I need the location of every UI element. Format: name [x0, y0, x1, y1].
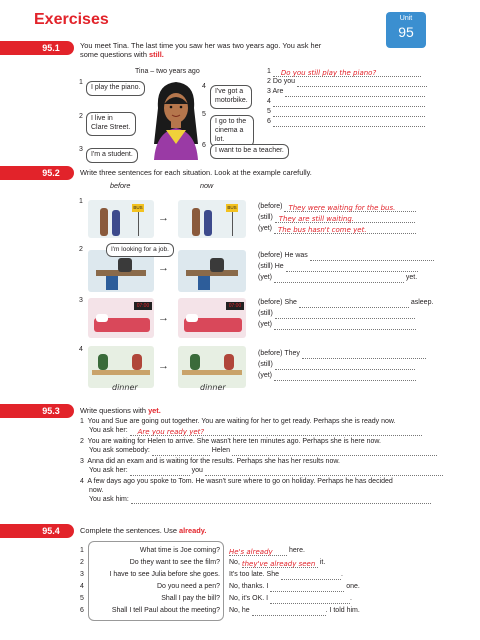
- handwritten-answer: Are you ready yet?: [137, 427, 205, 436]
- answer-line[interactable]: (before) He was: [258, 252, 434, 263]
- ex2-row4-lines: [258, 350, 426, 383]
- ex4-question: Do you need a pen?: [156, 583, 220, 590]
- ex4-item: 6 Shall I tell Paul about the meeting? No, he . I told him.: [80, 607, 360, 614]
- picture-before-bus-stop: [88, 200, 154, 238]
- answer-line[interactable]: You ask her: you: [80, 467, 440, 476]
- ex4-instructions: Complete the sentences. Use already.: [80, 526, 207, 535]
- answer-line[interactable]: (yet): [258, 372, 426, 383]
- answer-line: 1 Do you still play the piano?: [267, 68, 437, 78]
- exercise-badge-95-3: 95.3: [28, 404, 74, 418]
- handwritten-answer: They are still waiting.: [278, 214, 355, 223]
- ex2-row2-lines: [258, 252, 434, 285]
- bubble-num: 1: [79, 79, 83, 86]
- answer-line[interactable]: (still): [258, 310, 433, 321]
- ex1-keyword: still.: [149, 50, 164, 60]
- dinner-label: dinner: [200, 383, 226, 392]
- ex4-question: Shall I tell Paul about the meeting?: [111, 607, 220, 614]
- before-label: before: [110, 181, 131, 190]
- speech-bubble: I'm looking for a job.: [106, 243, 174, 257]
- ex4-question: Shall I pay the bill?: [161, 595, 220, 602]
- handwritten-answer: The bus hasn't come yet.: [277, 225, 367, 234]
- answer-line[interactable]: (yet): [258, 321, 433, 332]
- handwritten-answer: He's already: [229, 547, 273, 556]
- exercise-badge-95-4: 95.4: [28, 524, 74, 538]
- ex4-item: 4 Do you need a pen? No, thanks. I one.: [80, 583, 360, 590]
- picture-before-asleep: [88, 298, 154, 338]
- answer-line[interactable]: (still): [258, 361, 426, 372]
- arrow-icon: →: [158, 262, 169, 274]
- bus-sign: BUS: [227, 205, 237, 210]
- ex4-item: 1 What time is Joe coming? He's already here.: [80, 547, 305, 556]
- answer-line: (before) They were waiting for the bus.: [258, 203, 416, 214]
- ex3-item: 4 A few days ago you spoke to Tom. He wasn't sure where to go on holiday. Perhaps he has decided now. You ask him:: [80, 478, 440, 508]
- answer-line[interactable]: No, he . I told him.: [229, 607, 360, 614]
- ex4-item: 2 Do they want to see the film? No, they've already seen it.: [80, 559, 326, 568]
- picture-now-dinner: [178, 346, 246, 388]
- ex4-item: 5 Shall I pay the bill? No, it's OK. I .: [80, 595, 352, 602]
- answer-line[interactable]: 3 Are: [267, 88, 437, 98]
- ex3-items: [80, 418, 440, 508]
- arrow-icon: →: [158, 212, 169, 224]
- bubble-num: 3: [79, 146, 83, 153]
- answer-line[interactable]: It's too late. She .: [229, 571, 343, 578]
- answer-line: No, they've already seen it.: [229, 559, 326, 568]
- handwritten-answer: Do you still play the piano?: [280, 68, 377, 77]
- answer-line: (still) They are still waiting.: [258, 214, 416, 225]
- speech-bubble: I live in Clare Street.: [86, 112, 136, 136]
- now-label: now: [200, 181, 214, 190]
- ex4-keyword: already.: [179, 526, 207, 535]
- speech-bubble: I play the piano.: [86, 81, 145, 96]
- row-num: 3: [79, 297, 83, 304]
- ex1-instr-line2: some questions with still.: [80, 50, 164, 60]
- answer-line[interactable]: 4: [267, 98, 437, 108]
- ex4-question: Do they want to see the film?: [129, 559, 220, 566]
- row-num: 4: [79, 346, 83, 353]
- exercise-badge-95-1: 95.1: [28, 41, 74, 55]
- ex1-caption: Tina – two years ago: [135, 68, 200, 75]
- ex1-instr-line1: You meet Tina. The last time you saw her was two years ago. You ask her: [80, 41, 322, 50]
- speech-bubble: I've got a motorbike.: [210, 85, 252, 109]
- unit-number: 95: [398, 23, 414, 40]
- speech-bubble: I go to the cinema a lot.: [210, 115, 254, 147]
- ex4-item: 3 I have to see Julia before she goes. It's too late. She .: [80, 571, 343, 578]
- picture-now-bus-stop: [178, 200, 246, 238]
- unit-tab: [386, 12, 426, 48]
- dinner-label: dinner: [112, 383, 138, 392]
- ex2-instructions: Write three sentences for each situation. Look at the example carefully.: [80, 168, 312, 177]
- bubble-num: 6: [202, 142, 206, 149]
- page-title: Exercises: [34, 11, 109, 28]
- bubble-num: 4: [202, 83, 206, 90]
- answer-line: (yet) The bus hasn't come yet.: [258, 225, 416, 236]
- answer-line: He's already here.: [229, 547, 305, 556]
- answer-line[interactable]: (before) They: [258, 350, 426, 361]
- ex3-keyword: yet.: [148, 406, 161, 415]
- speech-bubble: I want to be a teacher.: [210, 144, 289, 159]
- ex1-instructions: [80, 41, 321, 60]
- ex3-instructions: Write questions with yet.: [80, 406, 161, 415]
- answer-line[interactable]: No, it's OK. I .: [229, 595, 352, 602]
- answer-line[interactable]: You ask somebody: Helen: [80, 447, 440, 456]
- clock: 07:00: [226, 302, 244, 310]
- answer-line[interactable]: You ask him:: [80, 496, 440, 505]
- picture-now-job-search: [178, 250, 246, 292]
- tina-illustration: [148, 78, 204, 160]
- bus-sign: BUS: [133, 205, 143, 210]
- ex2-row3-lines: [258, 299, 433, 332]
- ex4-question: What time is Joe coming?: [139, 547, 220, 554]
- answer-line[interactable]: 5: [267, 108, 437, 118]
- row-num: 2: [79, 246, 83, 253]
- handwritten-answer: They were waiting for the bus.: [288, 203, 396, 212]
- ex1-answers: [267, 68, 437, 128]
- ex3-item: 3 Anna did an exam and is waiting for the results. Perhaps she has her results now. You ask her: you: [80, 458, 440, 478]
- bubble-num: 2: [79, 113, 83, 120]
- ex4-question: I have to see Julia before she goes.: [109, 571, 220, 578]
- bubble-num: 5: [202, 111, 206, 118]
- ex2-row1-lines: [258, 203, 416, 236]
- answer-line[interactable]: No, thanks. I one.: [229, 583, 360, 590]
- picture-before-dinner: [88, 346, 154, 388]
- row-num: 1: [79, 198, 83, 205]
- ex3-item: 1 You and Sue are going out together. You are waiting for her to get ready. Perhaps she is ready now. You ask her: Are you ready yet?: [80, 418, 440, 438]
- clock: 07:00: [134, 302, 152, 310]
- ex3-item: 2 You are waiting for Helen to arrive. She wasn't here ten minutes ago. Perhaps she is here now. You ask somebody: Helen: [80, 438, 440, 458]
- answer-line[interactable]: (before) She asleep.: [258, 299, 434, 306]
- answer-line[interactable]: (still) He: [258, 263, 434, 274]
- arrow-icon: →: [158, 360, 169, 372]
- answer-line[interactable]: (yet) yet.: [258, 274, 418, 281]
- answer-line[interactable]: 2 Do you: [267, 78, 437, 88]
- ex4-items: [80, 547, 440, 619]
- answer-line[interactable]: 6: [267, 118, 437, 128]
- picture-now-asleep: [178, 298, 246, 338]
- unit-label: Unit: [399, 15, 413, 22]
- handwritten-answer: they've already seen: [241, 559, 316, 568]
- speech-bubble: I'm a student.: [86, 148, 138, 163]
- exercise-badge-95-2: 95.2: [28, 166, 74, 180]
- arrow-icon: →: [158, 312, 169, 324]
- answer-line: You ask her: Are you ready yet?: [80, 427, 440, 436]
